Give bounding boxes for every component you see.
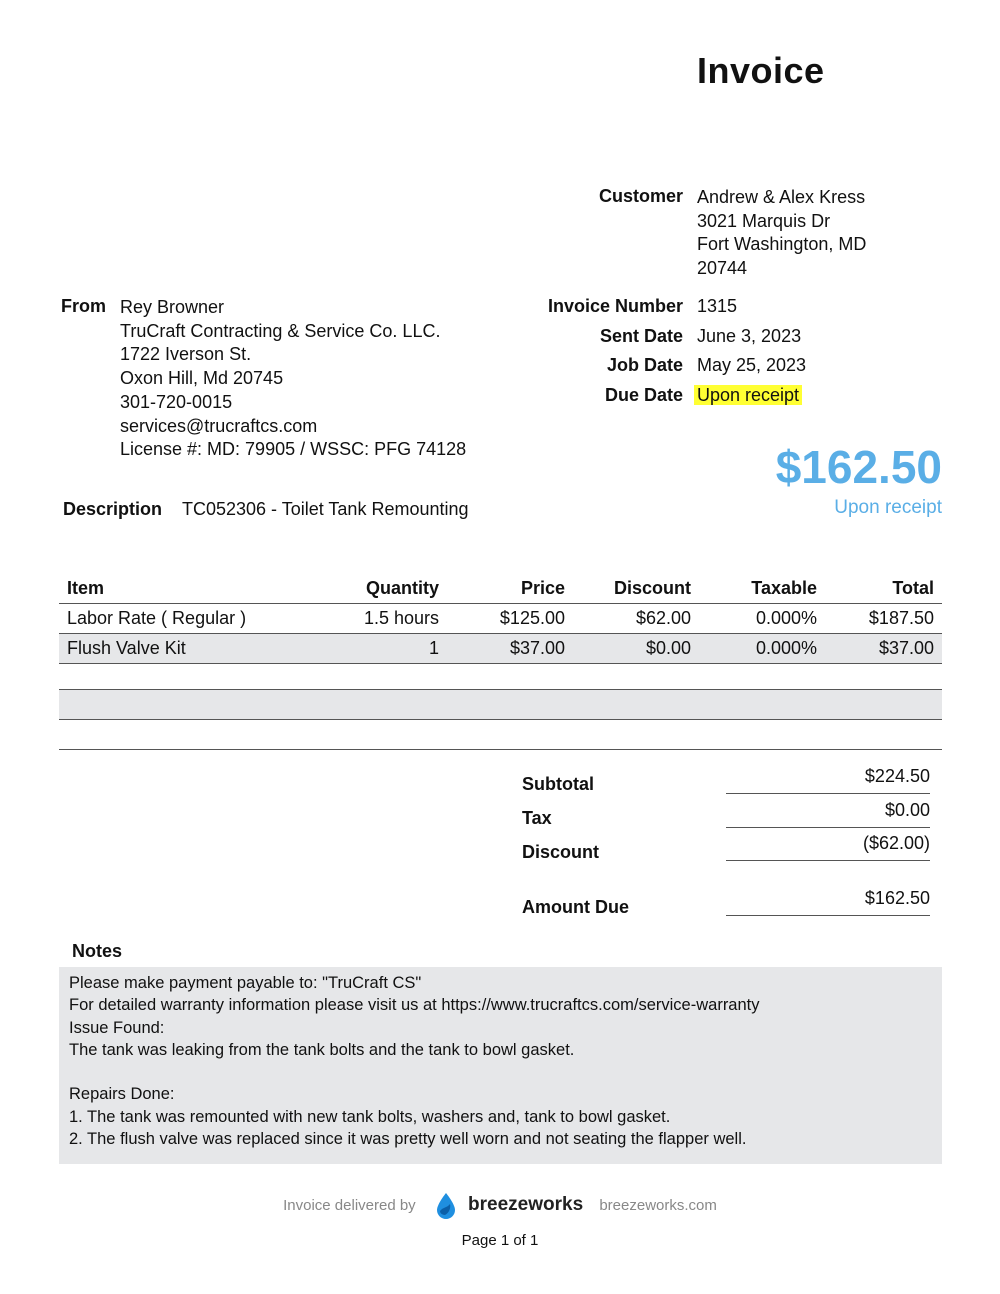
amount-due-value: $162.50	[726, 888, 930, 916]
notes-line: 2. The flush valve was replaced since it was pretty well worn and not seating the flapper well.	[69, 1130, 747, 1149]
discount-value: ($62.00)	[726, 833, 930, 861]
cell-discount: $0.00	[565, 634, 691, 664]
header-item: Item	[59, 570, 327, 604]
customer-line: Fort Washington, MD	[697, 234, 867, 255]
tax-value: $0.00	[726, 800, 930, 828]
due-date-row	[500, 385, 960, 409]
notes-line: Please make payment payable to: "TruCraft CS"	[69, 974, 422, 992]
cell-quantity: 1.5 hours	[327, 604, 439, 634]
from-label: From	[61, 296, 106, 316]
job-date-row	[500, 355, 960, 379]
customer-line: 20744	[697, 258, 748, 279]
cell-item: Labor Rate ( Regular )	[59, 604, 327, 634]
table-row	[59, 604, 942, 634]
invoice-number-label: Invoice Number	[547, 296, 683, 316]
notes-line: For detailed warranty information please visit us at https://www.trucraftcs.com/service-warranty	[69, 996, 760, 1015]
invoice-title: Invoice	[697, 50, 825, 91]
tax-label: Tax	[522, 808, 552, 828]
from-line: services@trucraftcs.com	[120, 415, 318, 436]
delivered-by-text: Invoice delivered by	[283, 1196, 416, 1214]
amount-total: $162.50	[775, 441, 942, 493]
cell-item: Flush Valve Kit	[59, 634, 327, 664]
from-line: 1722 Iverson St.	[120, 344, 252, 365]
header-total: Total	[817, 570, 942, 604]
job-date-label: Job Date	[606, 355, 683, 375]
cell-discount: $62.00	[565, 604, 691, 634]
cell-price: $125.00	[439, 604, 565, 634]
invoice-number-value: 1315	[697, 296, 738, 316]
notes-line	[69, 1061, 942, 1083]
from-line: Oxon Hill, Md 20745	[120, 368, 284, 389]
header-quantity: Quantity	[327, 570, 439, 604]
header-taxable: Taxable	[691, 570, 817, 604]
brand-name: breezeworks	[468, 1193, 584, 1215]
amount-due-note: Upon receipt	[834, 497, 942, 518]
notes-line: Issue Found:	[69, 1018, 165, 1037]
cell-quantity: 1	[327, 634, 439, 664]
invoice-number-row	[500, 296, 960, 320]
subtotal-value: $224.50	[726, 766, 930, 794]
cell-taxable: 0.000%	[691, 604, 817, 634]
line-items-table	[59, 570, 942, 664]
header-discount: Discount	[565, 570, 691, 604]
due-date-label: Due Date	[604, 385, 683, 405]
header-price: Price	[439, 570, 565, 604]
notes-line: The tank was leaking from the tank bolts and the tank to bowl gasket.	[69, 1040, 575, 1059]
notes-title: Notes	[72, 941, 123, 961]
blank-table-row	[59, 660, 942, 690]
due-date-value: Upon receipt	[694, 385, 802, 405]
from-address	[120, 296, 540, 462]
from-line: Rey Browner	[120, 297, 225, 317]
description-label: Description	[63, 499, 163, 519]
table-row	[59, 634, 942, 664]
job-date-value: May 25, 2023	[697, 355, 807, 375]
notes-line: Repairs Done:	[69, 1085, 175, 1104]
customer-label: Customer	[598, 186, 683, 206]
sent-date-label: Sent Date	[599, 326, 683, 346]
cell-taxable: 0.000%	[691, 634, 817, 664]
cell-total: $37.00	[817, 634, 942, 664]
cell-total: $187.50	[817, 604, 942, 634]
customer-address	[697, 186, 957, 281]
discount-label: Discount	[522, 842, 600, 862]
amount-due-label: Amount Due	[522, 897, 629, 917]
sent-date-row	[500, 326, 960, 350]
from-line: License #: MD: 79905 / WSSC: PFG 74128	[120, 439, 467, 460]
subtotal-label: Subtotal	[522, 774, 594, 794]
notes-box	[59, 967, 942, 1164]
customer-line: 3021 Marquis Dr	[697, 210, 831, 231]
blank-table-row	[59, 690, 942, 720]
table-header-row	[59, 570, 942, 604]
breezeworks-logo-icon	[434, 1192, 458, 1220]
footer	[0, 1192, 1000, 1220]
blank-table-row	[59, 720, 942, 750]
cell-price: $37.00	[439, 634, 565, 664]
from-line: 301-720-0015	[120, 391, 233, 412]
sent-date-value: June 3, 2023	[697, 326, 802, 346]
customer-line: Andrew & Alex Kress	[697, 187, 866, 207]
notes-line: 1. The tank was remounted with new tank bolts, washers and, tank to bowl gasket.	[69, 1107, 671, 1126]
description-value: TC052306 - Toilet Tank Remounting	[182, 499, 469, 519]
brand-site-link[interactable]: breezeworks.com	[599, 1196, 717, 1214]
from-line: TruCraft Contracting & Service Co. LLC.	[120, 320, 441, 341]
page-number: Page 1 of 1	[461, 1232, 539, 1249]
